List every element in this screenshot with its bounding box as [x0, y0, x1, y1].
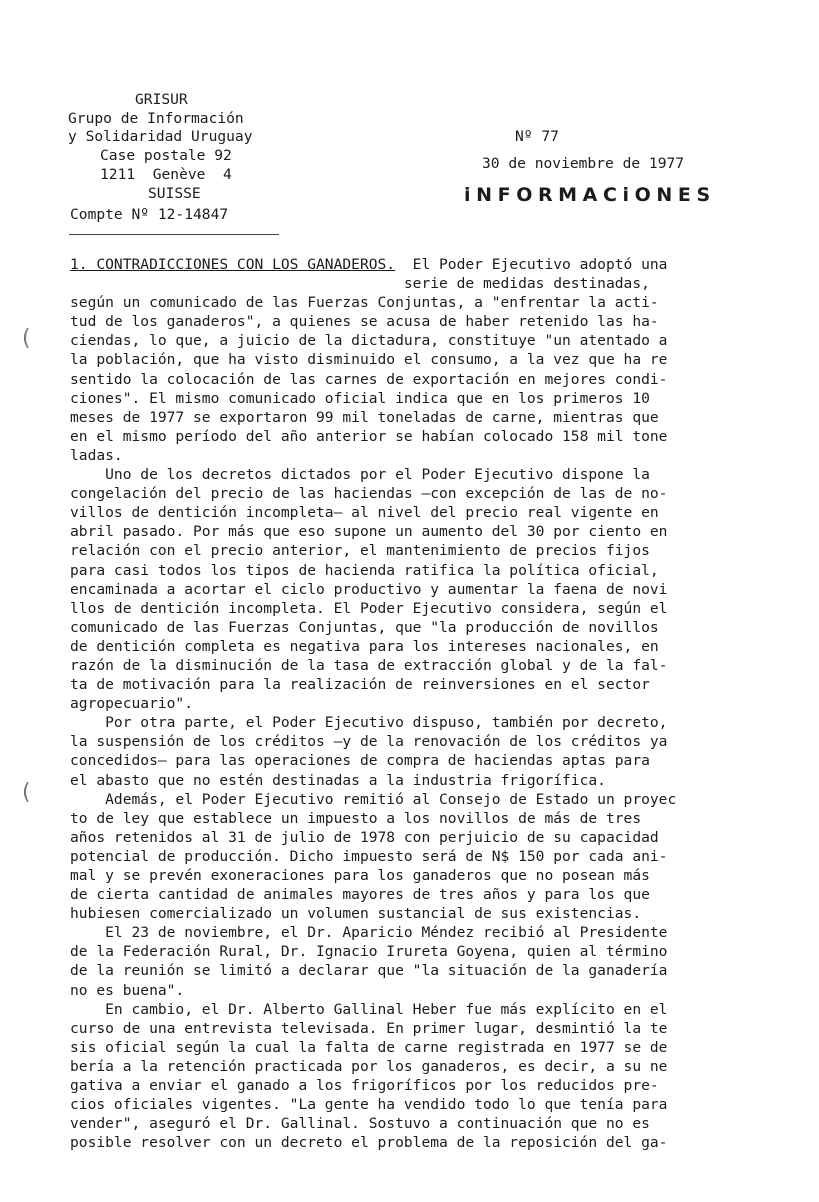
article-line: En cambio, el Dr. Alberto Gallinal Heber fue más explícito en el [70, 1000, 668, 1018]
article-line: tud de los ganaderos", a quienes se acusa de haber retenido las ha- [70, 313, 659, 331]
article-line: comunicado de las Fuerzas Conjuntas, que "la producción de novillos [70, 618, 659, 636]
article-line: hubiesen comercializado un volumen sustancial de sus existencias. [70, 905, 642, 923]
article-line: no es buena". [70, 981, 185, 999]
article-line: años retenidos al 31 de julio de 1978 con perjuicio de su capacidad [70, 828, 659, 846]
article-line: serie de medidas destinadas, [70, 275, 650, 293]
article-line: razón de la disminución de la tasa de extracción global y de la fal- [70, 656, 668, 674]
article-line: villos de dentición incompleta— al nivel del precio real vigente en [70, 504, 659, 522]
sender-address-block [68, 91, 308, 203]
article-line: relación con el precio anterior, el mantenimiento de precios fijos [70, 542, 650, 560]
article-line: potencial de producción. Dicho impuesto será de N$ 150 por cada ani- [70, 847, 668, 865]
article-line: 1. CONTRADICCIONES CON LOS GANADEROS. El Poder Ejecutivo adoptó una [70, 256, 668, 273]
article-line: vender", aseguró el Dr. Gallinal. Sostuvo a continuación que no es [70, 1115, 650, 1133]
article-line: to de ley que establece un impuesto a los novillos de más de tres [70, 809, 642, 827]
article-line: ladas. [70, 446, 123, 464]
article-line: ciones". El mismo comunicado oficial indica que en los primeros 10 [70, 389, 650, 407]
sender-line: Case postale 92 [100, 147, 232, 165]
sender-line: y Solidaridad Uruguay [68, 128, 253, 146]
article-line: meses de 1977 se exportaron 99 mil toneladas de carne, mientras que [70, 408, 659, 426]
punch-hole-mark: ( [22, 326, 31, 351]
punch-hole-mark: ( [22, 780, 31, 805]
article-line: cios oficiales vigentes. "La gente ha vendido todo lo que tenía para [70, 1096, 668, 1114]
sender-line: GRISUR [135, 91, 188, 108]
article-body [70, 255, 760, 1152]
article-line: ciendas, lo que, a juicio de la dictadura, constituye "un atentado a [70, 332, 668, 350]
article-line: concedidos— para las operaciones de compra de haciendas aptas para [70, 752, 650, 770]
masthead-title: iNFORMACiONES [464, 184, 716, 206]
article-line: según un comunicado de las Fuerzas Conjuntas, a "enfrentar la acti- [70, 294, 659, 312]
article-line: encaminada a acortar el ciclo productivo y aumentar la faena de novi [70, 580, 668, 598]
heading-underline [69, 234, 279, 235]
article-line: abril pasado. Por más que eso supone un aumento del 30 por ciento en [70, 523, 668, 541]
article-line: mal y se prevén exoneraciones para los ganaderos que no posean más [70, 867, 650, 884]
article-line: la suspensión de los créditos —y de la renovación de los créditos ya [70, 733, 668, 751]
article-line: El 23 de noviembre, el Dr. Aparicio Méndez recibió al Presidente [70, 924, 668, 942]
article-line: Además, el Poder Ejecutivo remitió al Consejo de Estado un proyec [70, 790, 677, 808]
article-line: de dentición completa es negativa para los intereses nacionales, en [70, 637, 659, 655]
article-line: de cierta cantidad de animales mayores de tres años y para los que [70, 886, 650, 904]
article-line: curso de una entrevista televisada. En primer lugar, desmintió la te [70, 1019, 668, 1037]
article-line: de la Federación Rural, Dr. Ignacio Irureta Goyena, quien al término [70, 943, 668, 961]
issue-date: 30 de noviembre de 1977 [482, 155, 685, 172]
article-line: agropecuario". [70, 695, 194, 713]
article-line: la población, que ha visto disminuido el consumo, a la vez que ha re [70, 351, 668, 369]
article-line: Uno de los decretos dictados por el Poder Ejecutivo dispone la [70, 466, 650, 484]
article-line: congelación del precio de las haciendas —con excepción de las de no- [70, 485, 668, 503]
article-line: para casi todos los tipos de hacienda ratifica la política oficial, [70, 561, 659, 579]
article-line: llos de dentición incompleta. El Poder Ejecutivo considera, según el [70, 599, 668, 617]
issue-number: Nº 77 [515, 128, 559, 145]
article-line: bería a la retención practicada por los ganaderos, es decir, a su ne [70, 1057, 668, 1075]
article-heading: 1. CONTRADICCIONES CON LOS GANADEROS. [70, 256, 396, 273]
article-line: sis oficial según la cual la falta de carne registrada en 1977 se de [70, 1038, 668, 1056]
sender-line: Grupo de Información [68, 109, 244, 127]
article-line: posible resolver con un decreto el problema de la reposición del ga- [70, 1134, 668, 1152]
article-line: Por otra parte, el Poder Ejecutivo dispuso, también por decreto, [70, 714, 668, 732]
account-number: Compte Nº 12-14847 [70, 206, 229, 223]
article-line: en el mismo período del año anterior se habían colocado 158 mil tone [70, 427, 668, 445]
article-line: de la reunión se limitó a declarar que "la situación de la ganadería [70, 962, 668, 980]
article-line: el abasto que no estén destinadas a la industria frigorífica. [70, 771, 606, 789]
article-line: gativa a enviar el ganado a los frigoríficos por los reducidos pre- [70, 1077, 659, 1095]
sender-line: 1211 Genève 4 [100, 165, 232, 183]
article-line: sentido la colocación de las carnes de exportación en mejores condi- [70, 370, 668, 388]
sender-line: SUISSE [148, 184, 201, 202]
article-line: ta de motivación para la realización de reinversiones en el sector [70, 676, 650, 694]
